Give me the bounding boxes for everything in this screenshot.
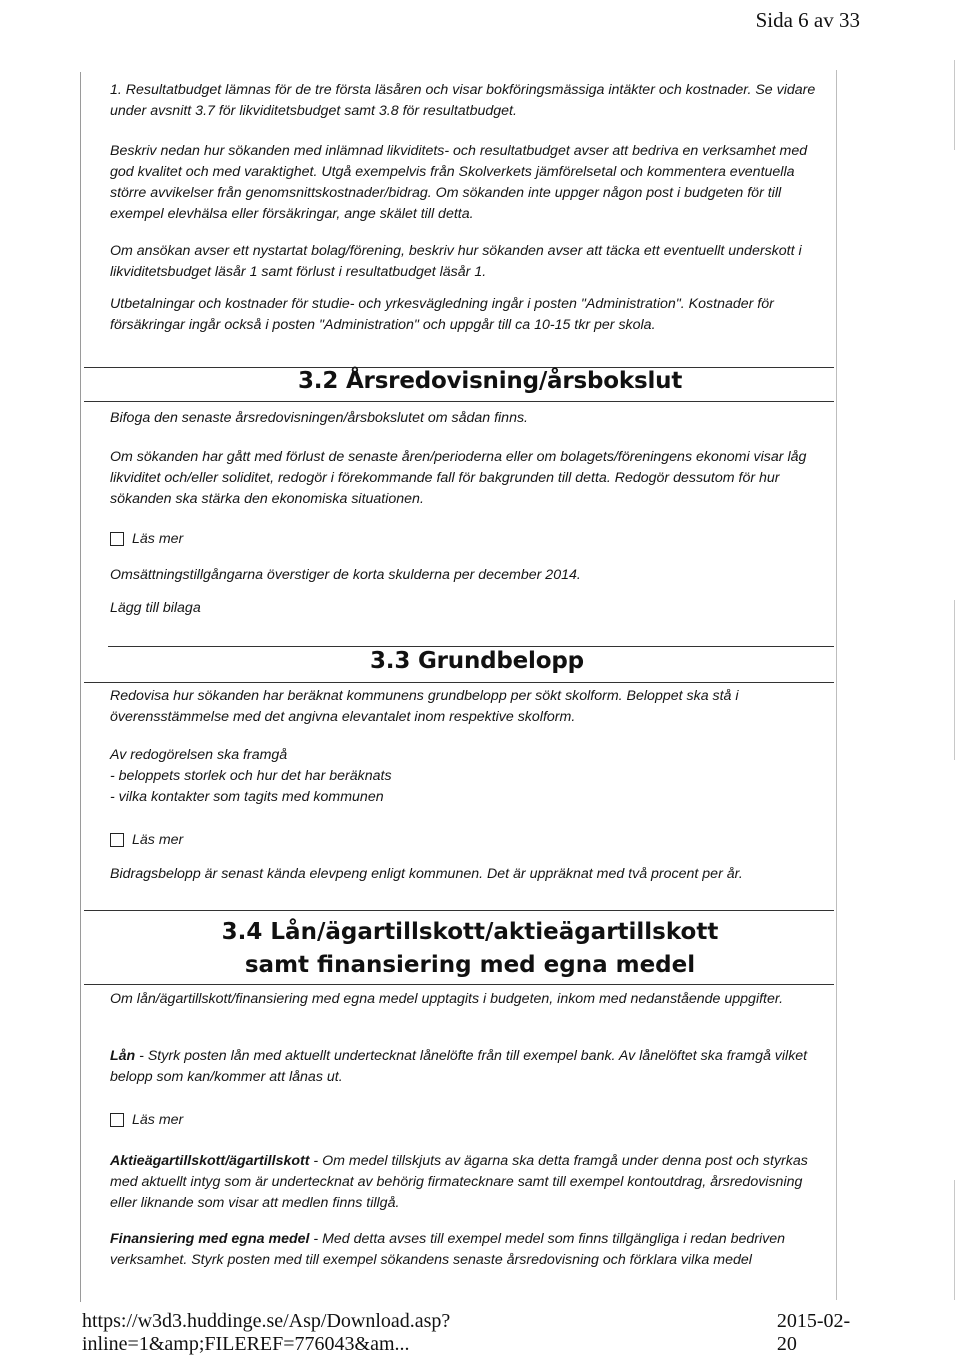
checkbox-icon[interactable]	[110, 833, 124, 847]
frame-left-border	[80, 72, 81, 1302]
add-attachment-link[interactable]: Lägg till bilaga	[110, 600, 201, 616]
frame-right-border	[836, 70, 837, 1300]
answer-text-32: Omsättningstillgångarna överstiger de korta skulderna per december 2014.	[110, 567, 581, 583]
budget-note-paragraph: 1. Resultatbudget lämnas för de tre första läsåren och visar bokföringsmässiga intäkter och kostnader. Se vidare under avsnitt 3.7 för likviditetsbudget samt 3.8 för resultatbudget.	[110, 82, 816, 119]
read-more-toggle-32[interactable]	[110, 531, 183, 547]
administration-costs-paragraph: Utbetalningar och kostnader för studie- och yrkesvägledning ingår i posten "Administration". Kostnader för försäkringar ingår också i posten "Administration" och uppgår till ca 10-15 tkr per skola.	[110, 296, 774, 333]
contribution-paragraph: Aktieägartillskott/ägartillskott - Om medel tillskjuts av ägarna ska detta framgå under denna post och styrkas med aktuellt intyg som är undertecknat av behörig firmatecknare samt till exempel kontoutdrag, årsredovisning eller liknande som visar att medlen finns tillgå.	[110, 1153, 808, 1211]
page-number: Sida 6 av 33	[755, 8, 860, 32]
budget-description-paragraph: Beskriv nedan hur sökanden med inlämnad likviditets- och resultatbudget avser att bedriva en verksamhet med god kvalitet och med varaktighet. Utgå exempelvis från Skolverkets jämförelsetal och kommentera eventuella större avvikelser från genomsnittskostnader/bidrag. Om sökanden inte uppger någon post i budgeten för till exempel elevhälsa eller försäkringar, ange skälet till detta.	[110, 143, 808, 222]
read-more-label: Läs mer	[132, 832, 184, 848]
base-amount-intro-paragraph: Redovisa hur sökanden har beräknat kommunens grundbelopp per sökt skolform. Beloppet ska stå i överensstämmelse med det angivna elevantalet inom respektive skolform.	[110, 688, 739, 725]
checkbox-icon[interactable]	[110, 532, 124, 546]
checkbox-icon[interactable]	[110, 1113, 124, 1127]
section-divider	[108, 646, 834, 647]
scan-edge-mark	[954, 60, 955, 150]
footer-date: 2015-02-20	[776, 1310, 851, 1355]
section-divider	[84, 682, 834, 683]
scan-edge-mark	[954, 1180, 955, 1300]
loss-explanation-paragraph: Om sökanden har gått med förlust de senaste åren/perioderna eller om bolagets/föreningens ekonomi visar låg likviditet och/eller soliditet, redogör i förekommande fall för bakgrunden till detta. Redogör dessutom för hur sökanden ska stärka den ekonomiska situationen.	[110, 449, 807, 507]
loan-paragraph: Lån - Styrk posten lån med aktuellt undertecknat lånelöfte från till exempel bank. Av lånelöftet ska framgå vilket belopp som kan/kommer att lånas ut.	[110, 1048, 808, 1085]
section-heading-34: 3.4 Lån/ägartillskott/aktieägartillskott samt finansiering med egna medel	[221, 919, 719, 978]
section-divider	[84, 984, 834, 985]
new-company-paragraph: Om ansökan avser ett nystartat bolag/förening, beskriv hur sökanden avser att täcka ett eventuellt underskott i likviditetsbudget läsår 1 samt förlust i resultatbudget läsår 1.	[110, 243, 802, 280]
print-footer	[82, 1310, 870, 1356]
loans-intro-paragraph: Om lån/ägartillskott/finansiering med egna medel upptagits i budgeten, inkom med nedanstående uppgifter.	[110, 991, 784, 1007]
attach-annual-report-text: Bifoga den senaste årsredovisningen/årsbokslutet om sådan finns.	[110, 410, 528, 426]
scan-edge-mark	[954, 600, 955, 760]
section-heading-32: 3.2 Årsredovisning/årsbokslut	[298, 368, 683, 394]
answer-text-33: Bidragsbelopp är senast kända elevpeng enligt kommunen. Det är uppräknat med två procent per år.	[110, 866, 743, 882]
section-divider	[84, 401, 834, 402]
own-funds-paragraph: Finansiering med egna medel - Med detta avses till exempel medel som finns tillgängliga i redan bedriven verksamhet. Styrk posten med till exempel sökandens senaste årsredovisning och förklara vilka medel	[110, 1231, 785, 1268]
read-more-toggle-34[interactable]	[110, 1112, 183, 1128]
report-requirements-list: Av redogörelsen ska framgå - beloppets storlek och hur det har beräknats - vilka kontakter som tagits med kommunen	[110, 747, 392, 805]
section-divider	[84, 910, 834, 911]
read-more-toggle-33[interactable]	[110, 832, 183, 848]
section-heading-33: 3.3 Grundbelopp	[370, 648, 584, 674]
read-more-label: Läs mer	[132, 1112, 184, 1128]
read-more-label: Läs mer	[132, 531, 184, 547]
footer-url: https://w3d3.huddinge.se/Asp/Download.asp?inline=1&amp;FILEREF=776043&am...	[82, 1310, 451, 1355]
